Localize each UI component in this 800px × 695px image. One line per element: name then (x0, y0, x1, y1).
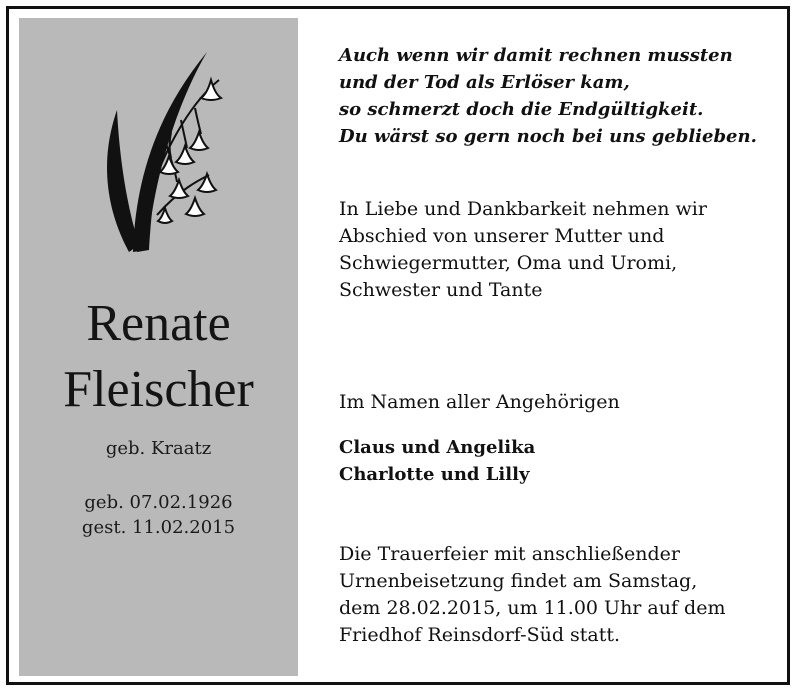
ceremony-line: Urnenbeisetzung findet am Samstag, (339, 570, 698, 592)
farewell-line: In Liebe und Dankbarkeit nehmen wir (339, 198, 707, 220)
ceremony-text (339, 541, 779, 649)
obituary-notice (6, 6, 790, 685)
relatives-intro: Im Namen aller Angehörigen (339, 391, 620, 413)
name-panel (19, 18, 298, 676)
farewell-line: Abschied von unserer Mutter und (339, 225, 665, 247)
birth-name: geb. Kraatz (105, 438, 212, 459)
lily-of-the-valley-icon (99, 40, 229, 255)
last-name: Fleischer (63, 361, 254, 418)
poem (339, 42, 779, 150)
poem-line: und der Tod als Erlöser kam, (339, 72, 630, 93)
farewell-line: Schwiegermutter, Oma und Uromi, (339, 252, 678, 274)
farewell-line: Schwester und Tante (339, 279, 543, 301)
ceremony-line: Friedhof Reinsdorf-Süd statt. (339, 624, 621, 646)
relatives-names (339, 434, 779, 488)
relative-name: Claus und Angelika (339, 437, 536, 458)
farewell-text (339, 196, 779, 304)
birth-date: geb. 07.02.1926 (84, 492, 233, 513)
poem-line: Du wärst so gern noch bei uns geblieben. (339, 126, 757, 147)
relative-name: Charlotte und Lilly (339, 464, 530, 485)
poem-line: so schmerzt doch die Endgültigkeit. (339, 99, 704, 120)
ceremony-line: dem 28.02.2015, um 11.00 Uhr auf dem (339, 597, 726, 619)
poem-line: Auch wenn wir damit rechnen mussten (339, 45, 733, 66)
death-date: gest. 11.02.2015 (81, 517, 236, 538)
first-name: Renate (86, 295, 231, 352)
ceremony-line: Die Trauerfeier mit anschließender (339, 543, 680, 565)
